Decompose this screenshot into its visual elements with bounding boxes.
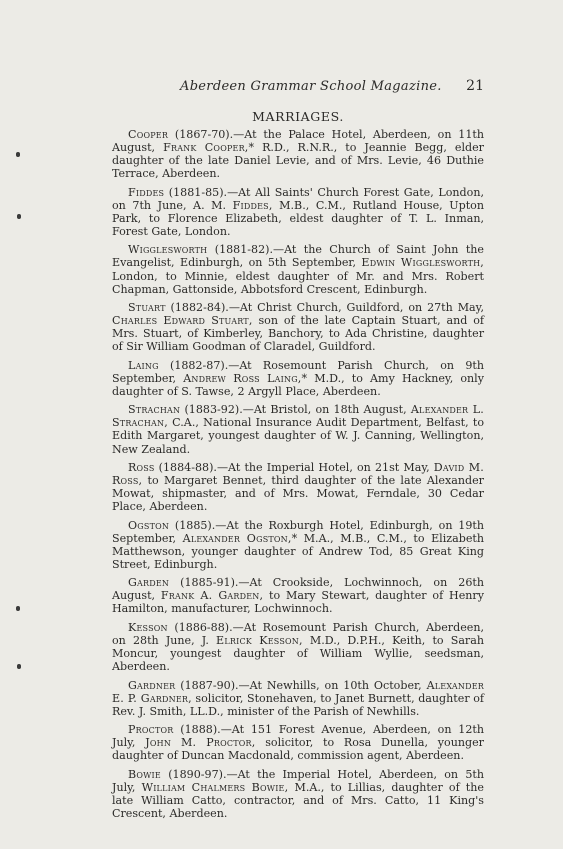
entry-text: M.D., D.P.H., Keith, to Sarah Moncur, youngest daughter of William Wyllie, seedsman, Aberdeen. — [112, 633, 484, 674]
entry-text: * M.D., to Amy Hackney, only daughter of S. Tawse, 2 Argyll Place, Aberdeen. — [112, 371, 484, 398]
entry-surname: Strachan — [128, 403, 181, 417]
page-number: 21 — [466, 78, 484, 94]
entry-text: London, to Minnie, eldest daughter of Mr. and Mrs. Robert Chapman, Gattonside, Abbotsford Crescent, Edinburgh. — [112, 269, 484, 296]
running-title: Aberdeen Grammar School Magazine. — [180, 79, 442, 94]
marriage-entry — [112, 679, 484, 718]
entry-surname: Fiddes — [128, 185, 165, 199]
entry-text: (1885).—At the Roxburgh Hotel, Edinburgh, on 19th September, — [112, 518, 484, 545]
entry-surname: Wigglesworth — [128, 243, 208, 257]
entry-surname: Kesson — [128, 620, 168, 634]
entry-groom-name: Edwin Wigglesworth, — [361, 256, 485, 270]
marriage-entry — [112, 359, 484, 398]
entry-text: * R.D., R.N.R., to Jeannie Begg, elder daughter of the late Daniel Levie, and of Mrs. Levie, 46 Duthie Terrace, Aberdeen. — [112, 141, 484, 181]
entry-surname: Ogston — [128, 518, 170, 532]
entry-text: (1886-88).—At Rosemount Parish Church, Aberdeen, on 28th June, J. — [112, 620, 484, 647]
entry-surname: Ross — [128, 460, 155, 474]
entry-text: (1888).—At 151 Forest Avenue, Aberdeen, on 12th July, — [112, 723, 484, 750]
entry-text: M.A., to Lillias, daughter of the late William Catto, contractor, and of Mrs. Catto, 11 King's Crescent, Aberdeen. — [112, 780, 484, 820]
entry-groom-name: William Chalmers Bowie, — [141, 780, 289, 794]
entry-groom-name: John M. Proctor, — [145, 736, 256, 750]
marriage-entry — [112, 723, 484, 762]
entry-groom-name: Alexander L. Strachan, — [112, 403, 485, 430]
entry-text: solicitor, to Rosa Dunella, younger daughter of Duncan Macdonald, commission agent, Aberdeen. — [112, 736, 484, 763]
entry-surname: Cooper — [128, 128, 169, 141]
marriage-entry — [112, 768, 484, 820]
entry-text: C.A., National Insurance Audit Department, Belfast, to Edith Margaret, youngest daughter of W. J. Canning, Wellington, New Zealand. — [112, 416, 484, 456]
margin-mark — [16, 606, 20, 611]
entry-groom-name: Frank Cooper, — [163, 141, 249, 155]
entry-text: to Mary Stewart, daughter of Henry Hamilton, manufacturer, Lochwinnoch. — [112, 589, 484, 616]
entry-text: (1881-85).—At All Saints' Church Forest Gate, London, on 7th June, A. M. — [112, 185, 484, 212]
entry-text: (1884-88).—At the Imperial Hotel, on 21st May, — [154, 460, 434, 474]
entry-surname: Proctor — [128, 723, 174, 737]
entry-text: to Margaret Bennet, third daughter of the late Alexander Mowat, shipmaster, and of Mrs. Mowat, Ferndale, 30 Cedar Place, Aberdeen. — [112, 474, 484, 514]
marriage-entry — [112, 186, 484, 238]
marriage-entry — [112, 461, 484, 513]
marriage-entry — [112, 403, 484, 455]
entry-surname: Bowie — [128, 767, 161, 781]
marriage-entry — [112, 576, 484, 615]
entry-text: solicitor, Stonehaven, to Janet Burnett, daughter of Rev. J. Smith, LL.D., minister of the Parish of Newhills. — [112, 691, 484, 718]
entry-surname: Gardner — [128, 678, 176, 692]
entry-groom-name: Fiddes, — [232, 198, 273, 212]
margin-mark — [16, 152, 20, 157]
entry-text: (1883-92).—At Bristol, on 18th August, — [180, 403, 411, 417]
entry-text: (1882-87).—At Rosemount Parish Church, on 9th September, — [112, 358, 484, 385]
marriage-entry — [112, 243, 484, 295]
entry-surname: Stuart — [128, 301, 166, 315]
entry-groom-name: Alexander Ogston, — [182, 531, 292, 545]
entry-text: son of the late Captain Stuart, and of Mrs. Stuart, of Kimberley, Banchory, to Ada Christine, daughter of Sir William Goodman of Claradel, Guildford. — [112, 314, 485, 354]
marriage-entry — [112, 128, 484, 180]
entry-text: (1882-84).—At Christ Church, Guildford, on 27th May, — [165, 301, 484, 315]
marriage-entry — [112, 621, 484, 673]
entry-surname: Laing — [128, 358, 159, 372]
entry-groom-name: Frank A. Garden, — [160, 589, 264, 603]
entry-text: (1890-97).—At the Imperial Hotel, Aberdeen, on 5th July, — [112, 767, 484, 794]
entry-groom-name: David M. Ross, — [112, 460, 484, 488]
margin-mark — [17, 664, 21, 669]
entry-text: M.B., C.M., Rutland House, Upton Park, to Florence Elizabeth, eldest daughter of T. L. Inman, Forest Gate, London. — [112, 198, 485, 238]
entry-text: * M.A., M.B., C.M., to Elizabeth Matthewson, younger daughter of Andrew Tod, 85 Great King Street, Edinburgh. — [112, 531, 484, 571]
entry-surname: Garden — [128, 576, 170, 590]
entry-text: (1881-82).—At the Church of Saint John the Evangelist, Edinburgh, on 5th September, — [112, 243, 484, 270]
entry-groom-name: Charles Edward Stuart, — [112, 314, 253, 328]
margin-mark — [17, 214, 21, 219]
entry-groom-name: Alexander E. P. Gardner, — [112, 678, 484, 705]
marriage-entry — [112, 301, 484, 353]
marriage-entry — [112, 519, 484, 571]
entry-text: (1885-91).—At Crookside, Lochwinnoch, on 26th August, — [112, 576, 484, 603]
entry-groom-name: Elrick Kesson, — [216, 633, 303, 647]
entry-text: (1887-90).—At Newhills, on 10th October, — [175, 678, 427, 692]
marriage-entries — [112, 128, 484, 825]
entry-text: (1867-70).—At the Palace Hotel, Aberdeen, on 11th August, — [112, 128, 484, 155]
entry-groom-name: Andrew Ross Laing, — [183, 371, 302, 385]
page-header — [112, 79, 484, 97]
section-title: MARRIAGES. — [252, 109, 344, 124]
